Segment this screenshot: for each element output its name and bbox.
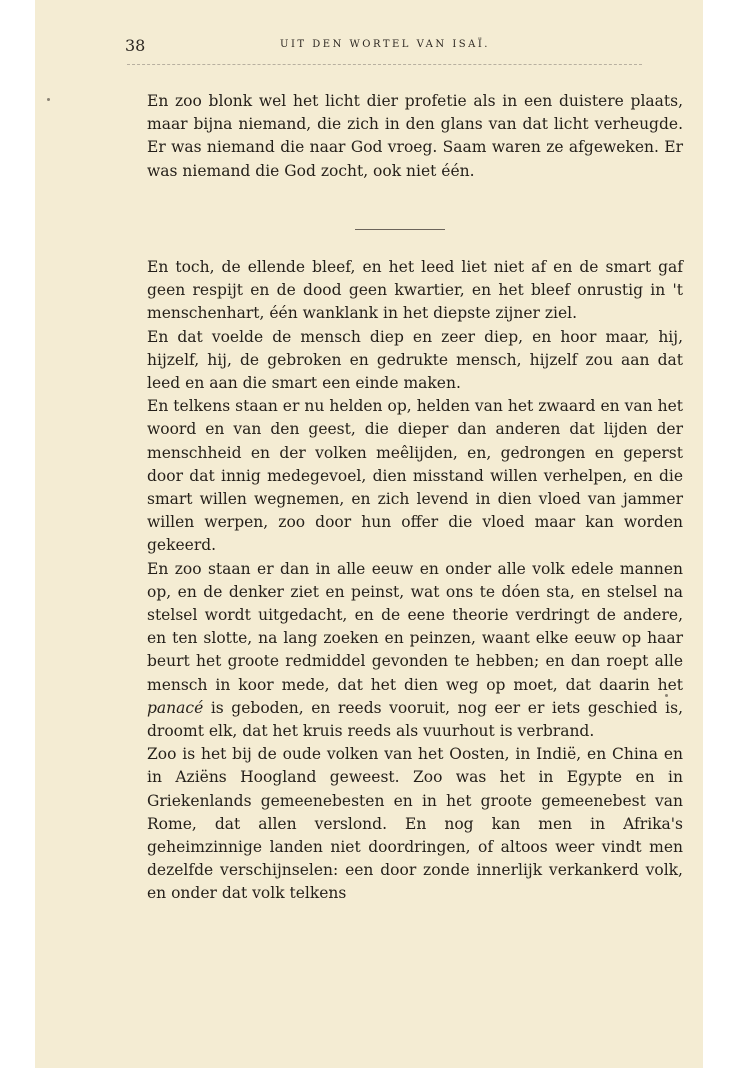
paper-speck	[665, 694, 668, 697]
section-divider	[355, 229, 445, 230]
paragraph-5-text-a: En zoo staan er dan in alle eeuw en onder alle volk edele mannen op, en de denker ziet en peinst, wat ons te dóen sta, en stelsel na stelsel wordt uitgedacht, en de eene theorie verdringt de andere, en ten slotte, na lang zoeken en peinzen, waant elke eeuw op haar beurt het groote redmiddel gevonden te hebben; en dan roept alle mensch in koor mede, dat het dien weg op moet, dat daarin het	[147, 559, 683, 694]
text-block-2	[147, 256, 683, 906]
page-number: 38	[125, 36, 146, 55]
paragraph-5-text-b: is geboden, en reeds vooruit, nog eer er iets geschied is, droomt elk, dat het kruis reeds als vuurhout is verbrand.	[147, 698, 683, 741]
header-rule	[127, 64, 642, 65]
paragraph-2: En toch, de ellende bleef, en het leed liet niet af en de smart gaf geen respijt en de dood geen kwartier, en het bleef onrustig in 't menschenhart, één wanklank in het diepste zijner ziel.	[147, 258, 683, 323]
paper-speck	[47, 98, 50, 101]
paragraph-4: En telkens staan er nu helden op, helden van het zwaard en van het woord en van den geest, die dieper dan anderen dat lijden der menschheid en der volken meêlijden, en, gedrongen en geperst door dat innig medegevoel, dien misstand willen verhelpen, en die smart willen wegnemen, en zich levend in dien vloed van jammer willen werpen, zoo door hun offer die vloed maar kan worden gekeerd.	[147, 397, 683, 555]
page-header	[125, 36, 645, 58]
paragraph-6: Zoo is het bij de oude volken van het Oosten, in Indië, en China en in Aziëns Hoogland geweest. Zoo was het in Egypte en in Griekenlands gemeenebesten en in het groote gemeenebest van Rome, dat allen verslond. En nog kan men in Afrika's geheimzinnige landen niet doordringen, of altoos weer vindt men dezelfde verschijnselen: een door zonde innerlijk verkankerd volk, en onder dat volk telkens	[147, 745, 683, 903]
panacee-italic: panacé	[147, 698, 204, 717]
running-head: UIT DEN WORTEL VAN ISAÏ.	[280, 39, 490, 50]
paragraph-5	[147, 558, 683, 744]
book-page	[35, 0, 703, 1068]
paragraph-1: En zoo blonk wel het licht dier profetie als in een duistere plaats, maar bijna niemand, die zich in den glans van dat licht verheugde. Er was niemand die naar God vroeg. Saam waren ze afgeweken. Er was niemand die God zocht, ook niet één.	[147, 92, 683, 180]
text-block-1	[147, 90, 683, 183]
paragraph-3: En dat voelde de mensch diep en zeer diep, en hoor maar, hij, hijzelf, hij, de gebroken en gedrukte mensch, hijzelf zou aan dat leed en aan die smart een einde maken.	[147, 327, 683, 393]
